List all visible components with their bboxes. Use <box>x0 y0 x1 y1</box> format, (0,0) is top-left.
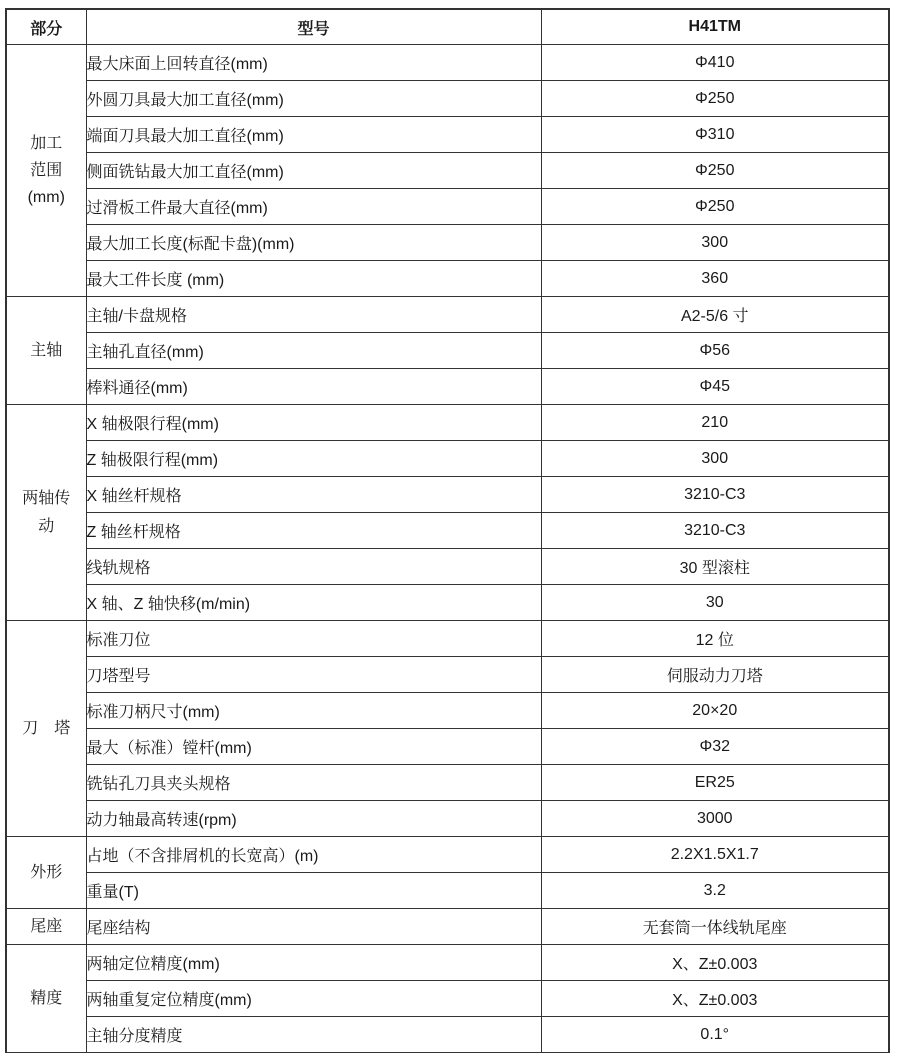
spec-item-value: X、Z±0.003 <box>541 981 889 1017</box>
header-model-column: 型号 <box>86 9 541 45</box>
spec-row <box>6 225 889 261</box>
spec-item-value: 30 型滚柱 <box>541 549 889 585</box>
section-label-line: 外形 <box>30 863 63 881</box>
spec-item-label: Z 轴极限行程(mm) <box>86 441 541 477</box>
spec-item-value: Φ32 <box>541 729 889 765</box>
spec-item-value: 3000 <box>541 801 889 837</box>
spec-item-value: Φ250 <box>541 153 889 189</box>
spec-item-value: Φ45 <box>541 369 889 405</box>
spec-row <box>6 801 889 837</box>
spec-row <box>6 621 889 657</box>
spec-item-label: 主轴分度精度 <box>86 1017 541 1053</box>
spec-row <box>6 405 889 441</box>
section-label-line: 加工 <box>30 134 63 152</box>
section-label <box>6 405 86 621</box>
spec-item-value: 3210-C3 <box>541 513 889 549</box>
spec-item-label: 刀塔型号 <box>86 657 541 693</box>
spec-row <box>6 189 889 225</box>
section-label-line: 动 <box>38 517 55 535</box>
spec-item-label: 最大工件长度 (mm) <box>86 261 541 297</box>
spec-item-value: Φ56 <box>541 333 889 369</box>
spec-row <box>6 333 889 369</box>
spec-item-label: 最大（标准）镗杆(mm) <box>86 729 541 765</box>
machine-spec-table <box>5 8 890 1053</box>
spec-item-value: 30 <box>541 585 889 621</box>
spec-item-label: X 轴、Z 轴快移(m/min) <box>86 585 541 621</box>
section-label-line: 范围 <box>30 161 63 179</box>
spec-row <box>6 297 889 333</box>
spec-row <box>6 513 889 549</box>
spec-item-label: 外圆刀具最大加工直径(mm) <box>86 81 541 117</box>
spec-item-value: 20×20 <box>541 693 889 729</box>
section-label-line: 精度 <box>30 989 63 1007</box>
spec-item-label: 主轴孔直径(mm) <box>86 333 541 369</box>
spec-row <box>6 585 889 621</box>
header-row <box>6 9 889 45</box>
spec-item-value: Φ250 <box>541 189 889 225</box>
spec-item-label: 侧面铣钻最大加工直径(mm) <box>86 153 541 189</box>
spec-item-value: ER25 <box>541 765 889 801</box>
spec-item-value: 210 <box>541 405 889 441</box>
spec-item-label: 动力轴最高转速(rpm) <box>86 801 541 837</box>
section-label-line: (mm) <box>27 189 65 207</box>
spec-item-label: 两轴定位精度(mm) <box>86 945 541 981</box>
spec-item-value: 0.1° <box>541 1017 889 1053</box>
spec-item-label: 线轨规格 <box>86 549 541 585</box>
spec-item-value: 12 位 <box>541 621 889 657</box>
spec-item-label: 两轴重复定位精度(mm) <box>86 981 541 1017</box>
spec-row <box>6 693 889 729</box>
spec-row <box>6 729 889 765</box>
spec-row <box>6 549 889 585</box>
header-section-column: 部分 <box>6 9 86 45</box>
spec-item-value: Φ250 <box>541 81 889 117</box>
spec-item-label: 标准刀位 <box>86 621 541 657</box>
section-label <box>6 945 86 1053</box>
section-label <box>6 621 86 837</box>
spec-item-label: 尾座结构 <box>86 909 541 945</box>
spec-item-label: 棒料通径(mm) <box>86 369 541 405</box>
header-value-column: H41TM <box>541 9 889 45</box>
spec-item-label: 铣钻孔刀具夹头规格 <box>86 765 541 801</box>
spec-row <box>6 261 889 297</box>
spec-item-label: 主轴/卡盘规格 <box>86 297 541 333</box>
spec-item-value: 无套筒一体线轨尾座 <box>541 909 889 945</box>
spec-item-label: 重量(T) <box>86 873 541 909</box>
spec-item-label: X 轴极限行程(mm) <box>86 405 541 441</box>
spec-row <box>6 117 889 153</box>
spec-item-value: 3.2 <box>541 873 889 909</box>
spec-item-value: 3210-C3 <box>541 477 889 513</box>
spec-item-value: 300 <box>541 225 889 261</box>
section-label <box>6 297 86 405</box>
spec-row <box>6 945 889 981</box>
section-label <box>6 45 86 297</box>
spec-item-value: X、Z±0.003 <box>541 945 889 981</box>
spec-item-value: Φ410 <box>541 45 889 81</box>
spec-row <box>6 477 889 513</box>
spec-row <box>6 441 889 477</box>
spec-item-label: X 轴丝杆规格 <box>86 477 541 513</box>
spec-item-label: 标准刀柄尺寸(mm) <box>86 693 541 729</box>
spec-item-label: 过滑板工件最大直径(mm) <box>86 189 541 225</box>
spec-item-value: 2.2X1.5X1.7 <box>541 837 889 873</box>
section-label-line: 主轴 <box>30 341 63 359</box>
spec-row <box>6 909 889 945</box>
spec-row <box>6 153 889 189</box>
spec-item-label: 端面刀具最大加工直径(mm) <box>86 117 541 153</box>
spec-row <box>6 981 889 1017</box>
spec-row <box>6 81 889 117</box>
spec-item-label: Z 轴丝杆规格 <box>86 513 541 549</box>
section-label-line: 两轴传 <box>22 490 71 508</box>
spec-row <box>6 369 889 405</box>
spec-item-value: 360 <box>541 261 889 297</box>
section-label <box>6 909 86 945</box>
spec-item-value: 伺服动力刀塔 <box>541 657 889 693</box>
spec-item-value: Φ310 <box>541 117 889 153</box>
section-label-line: 刀 塔 <box>22 719 71 737</box>
spec-item-label: 最大加工长度(标配卡盘)(mm) <box>86 225 541 261</box>
spec-row <box>6 873 889 909</box>
spec-row <box>6 1017 889 1053</box>
section-label-line: 尾座 <box>30 917 63 935</box>
spec-item-label: 占地（不含排屑机的长宽高）(m) <box>86 837 541 873</box>
spec-item-label: 最大床面上回转直径(mm) <box>86 45 541 81</box>
spec-row <box>6 657 889 693</box>
spec-row <box>6 765 889 801</box>
spec-item-value: A2-5/6 寸 <box>541 297 889 333</box>
spec-row <box>6 837 889 873</box>
section-label <box>6 837 86 909</box>
spec-item-value: 300 <box>541 441 889 477</box>
spec-row <box>6 45 889 81</box>
